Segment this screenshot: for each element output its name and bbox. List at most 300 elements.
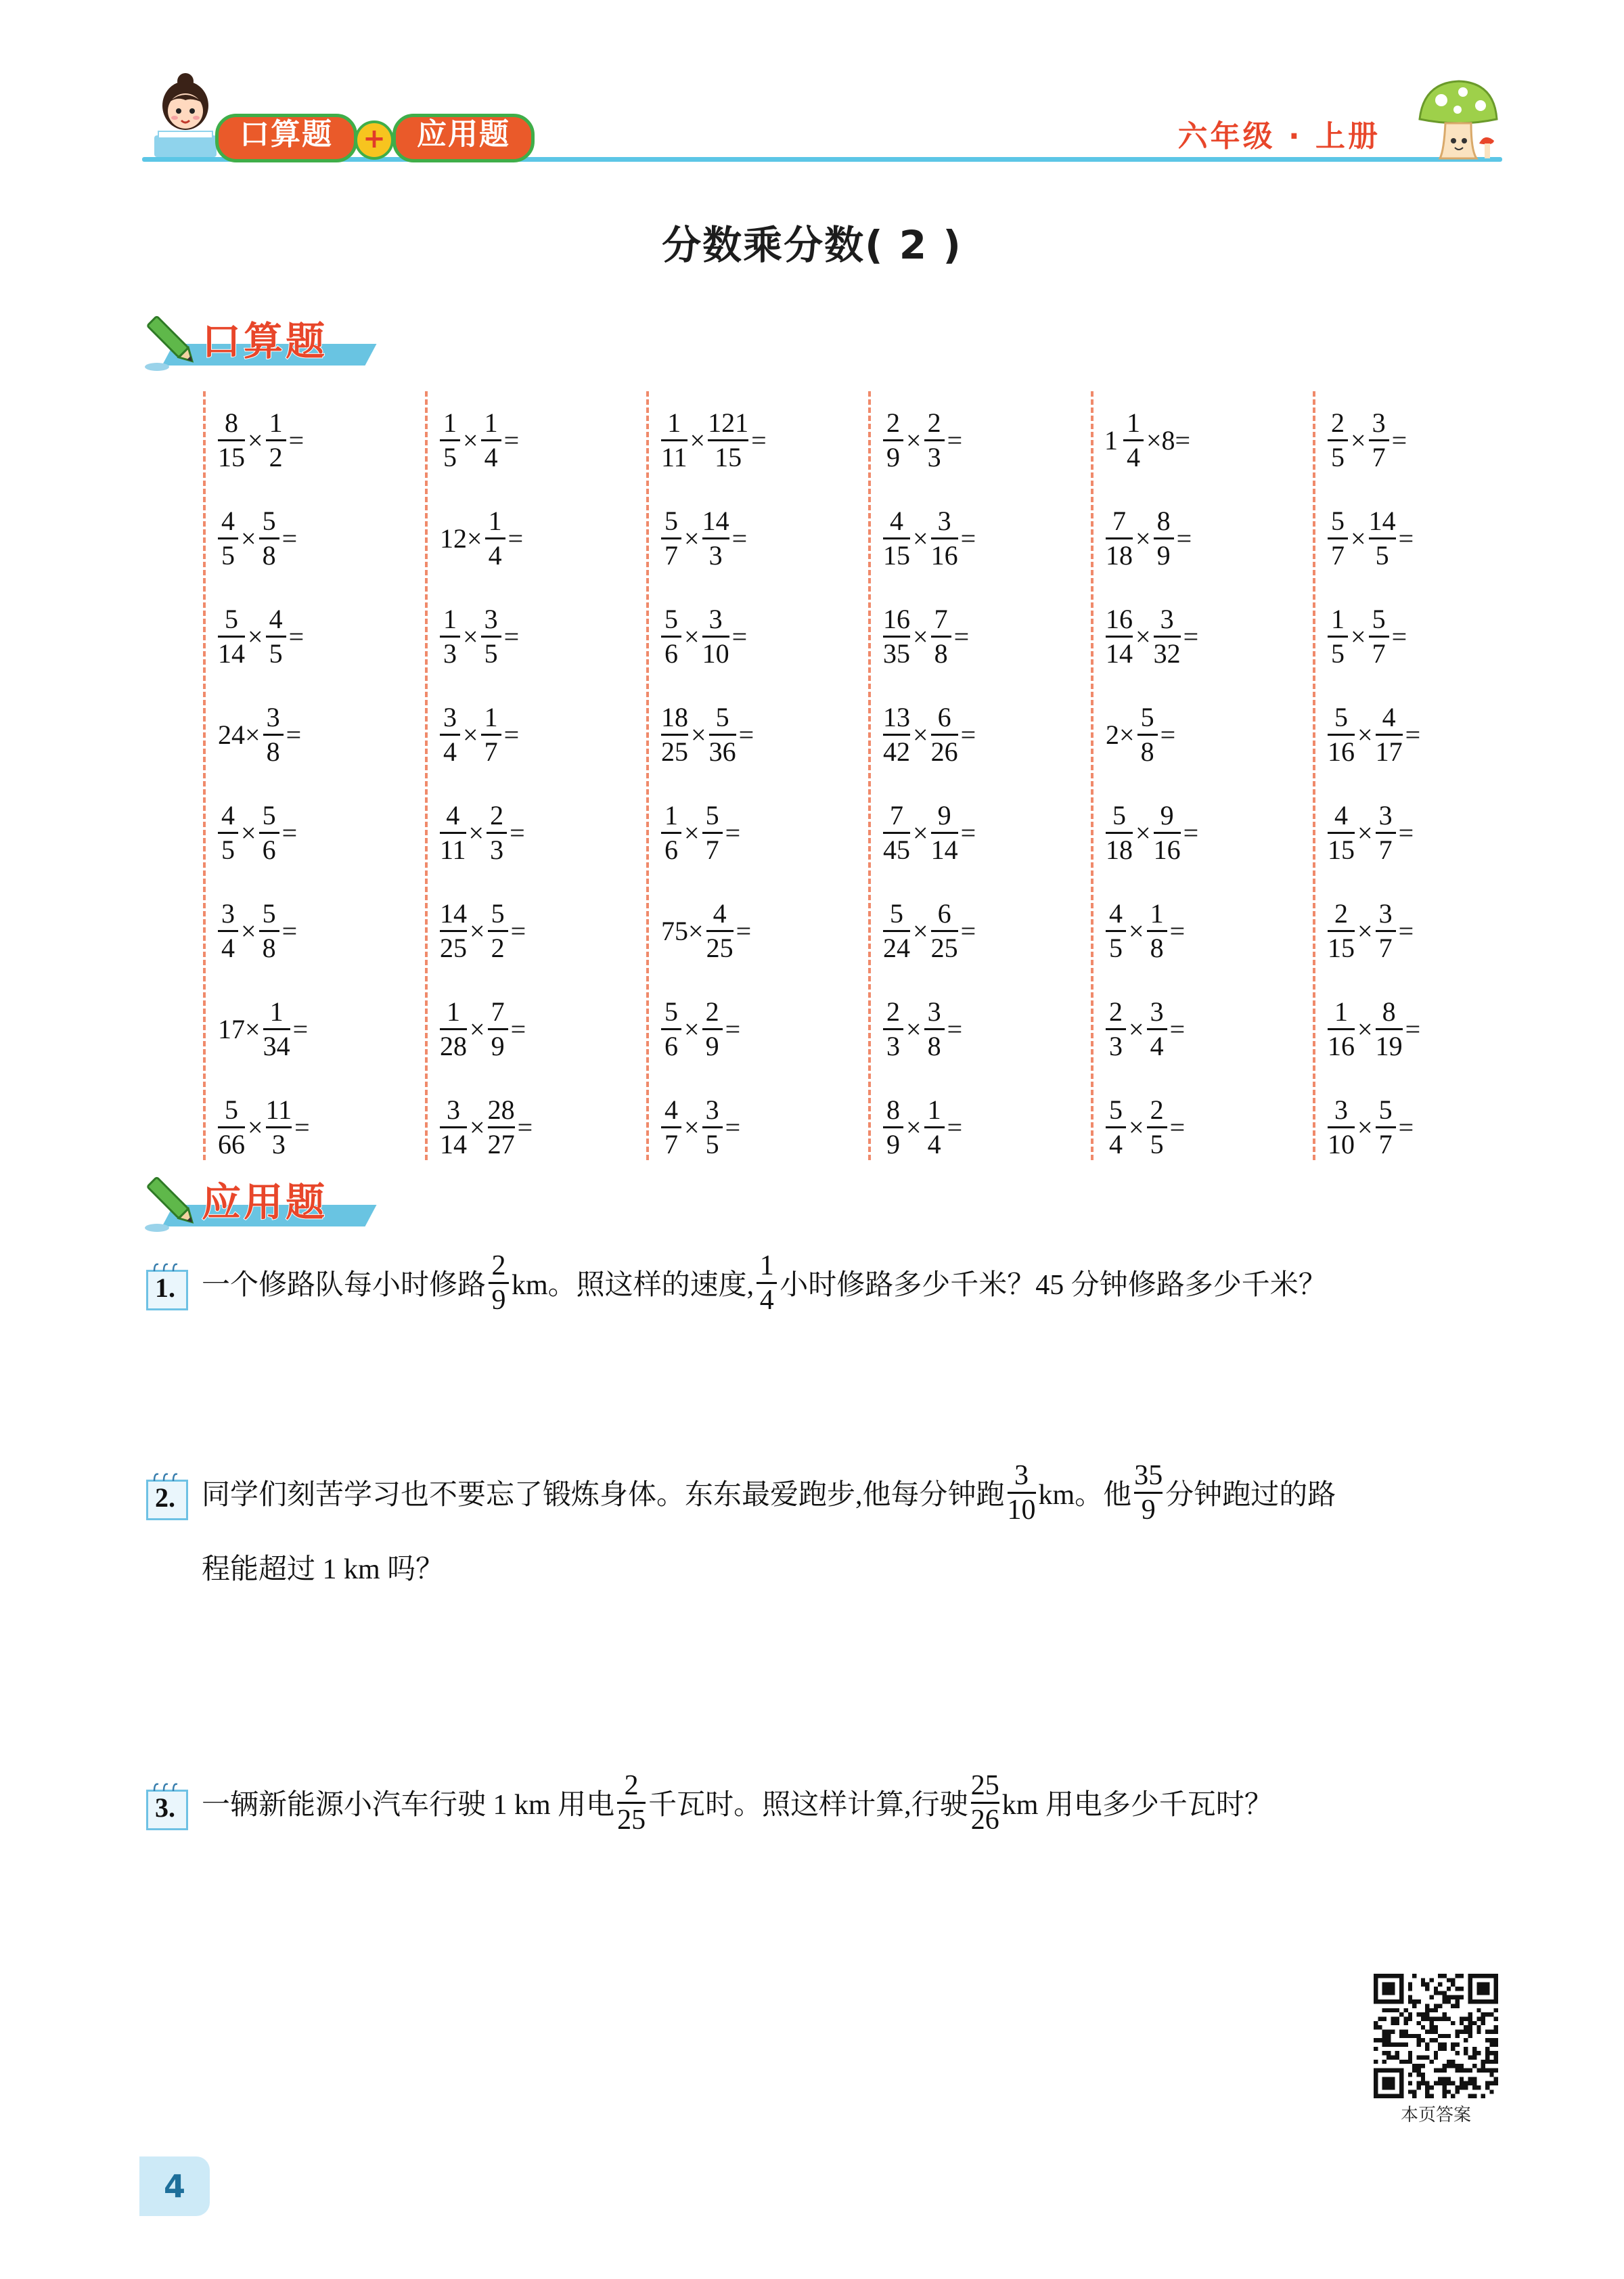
denominator: 15 [1328,932,1355,963]
denominator: 8 [1150,932,1164,963]
fraction-bar [931,636,951,638]
text-segment: 一个修路队每小时修路 [202,1270,487,1301]
denominator: 28 [440,1030,467,1061]
fraction-bar [440,734,460,736]
numerator: 1 [664,799,678,831]
text-segment: = [503,424,520,456]
oral-problem [882,795,1078,870]
denominator: 4 [484,441,498,472]
text-segment: = [1169,1111,1186,1143]
fraction [438,997,468,1061]
oral-expression [660,893,752,969]
text-segment: = [517,1111,533,1143]
fraction [265,604,288,669]
text-segment: = [288,424,304,456]
oral-expression [660,696,755,772]
numerator: 4 [1382,701,1396,732]
fraction [217,408,246,472]
text-segment: = [1183,817,1199,848]
denominator: 9 [1141,1494,1156,1526]
fraction-bar [1328,1028,1355,1030]
fraction-bar [757,1282,777,1284]
numerator: 1 [484,701,498,732]
text-segment: = [1391,424,1407,456]
numerator: 2 [1331,407,1345,438]
fraction-bar [263,1028,290,1030]
numerator: 1 [1334,996,1348,1027]
denominator: 3 [708,539,723,571]
fraction [1326,997,1356,1061]
text-segment: × [906,424,922,456]
numerator: 3 [484,603,498,634]
column-divider [1313,391,1315,1160]
oral-expression [1326,696,1422,772]
denominator: 25 [440,932,467,963]
numerator: 28 [487,1094,515,1125]
numerator: 18 [661,701,688,732]
oral-problem [660,991,856,1067]
fraction [660,1095,683,1159]
text-segment: × [248,621,263,652]
fraction [1104,604,1134,669]
fraction-bar [481,636,501,638]
text-segment: × [463,621,478,652]
denominator: 7 [1378,834,1393,865]
fraction [930,899,960,963]
numerator: 121 [708,407,749,438]
fraction [217,899,240,963]
denominator: 3 [443,638,457,669]
text-segment: = [947,1111,963,1143]
oral-section-banner [142,310,386,375]
oral-expression [882,893,977,969]
fraction [1326,801,1356,865]
numerator: 5 [1112,799,1126,831]
denominator: 14 [1106,638,1133,669]
denominator: 3 [1109,1030,1123,1061]
fraction [487,1251,510,1315]
fraction-bar [1106,832,1133,834]
numerator: 8 [1156,505,1171,536]
oral-expression [882,696,977,772]
fraction-bar [706,930,734,932]
numerator: 3 [1014,1459,1029,1491]
fraction-bar [1154,537,1174,539]
oral-expression [217,402,305,478]
fraction-bar [1328,636,1348,638]
fraction [882,899,911,963]
text-segment: × [1357,1111,1373,1143]
problem-text-line [200,1765,1506,1840]
denominator: 7 [664,1128,678,1159]
grade-label: 六年级 · 上册 [1177,119,1380,154]
numerator: 1 [667,407,681,438]
denominator: 8 [1140,736,1154,767]
oral-problem [660,696,856,772]
fraction-bar [883,439,903,441]
numerator: 14 [1368,505,1396,536]
fraction-bar [924,1028,945,1030]
fraction-bar [218,537,238,539]
denominator: 4 [443,736,457,767]
applied-section-title: 应用题 [202,1179,328,1225]
oral-problem [217,1089,413,1165]
problem-text-line [200,1245,1506,1320]
problem-number: 2. [155,1482,175,1513]
fraction-bar [883,832,910,834]
numerator: 4 [1109,898,1123,929]
fraction [923,997,946,1061]
column-divider [425,391,428,1160]
fraction-bar [1137,734,1158,736]
fraction [484,506,507,571]
fraction-bar [488,930,508,932]
text-segment: = [1398,1111,1414,1143]
text-segment: = [738,719,754,750]
fraction-bar [259,930,279,932]
fraction-bar [1328,832,1355,834]
text-segment: km。他 [1038,1480,1132,1511]
fraction-bar [883,930,910,932]
oral-problem [882,991,1078,1067]
fraction-bar [218,930,238,932]
fraction [660,703,690,767]
denominator: 9 [1156,539,1171,571]
numerator: 5 [1378,1094,1393,1125]
fraction [1104,506,1134,571]
fraction-bar [931,832,958,834]
text-segment: = [953,621,970,652]
numerator: 14 [702,505,729,536]
oral-problem [1326,991,1522,1067]
numerator: 8 [886,1094,900,1125]
text-segment: × [913,915,928,946]
numerator: 1 [759,1249,774,1281]
oral-expression [1104,893,1186,969]
text-segment: × [241,915,256,946]
denominator: 10 [702,638,729,669]
fraction [701,1095,724,1159]
denominator: 5 [1109,932,1123,963]
fraction-bar [661,439,687,441]
text-segment: 75× [661,915,704,946]
numerator: 2 [927,407,941,438]
oral-problem [438,696,635,772]
text-segment: × [241,523,256,554]
fraction-bar [1369,636,1389,638]
oral-expression [882,402,964,478]
oral-problem [438,991,635,1067]
denominator: 9 [491,1030,505,1061]
fraction-bar [1376,1028,1403,1030]
fraction-bar [702,636,729,638]
denominator: 27 [487,1128,515,1159]
oral-expression [1326,1089,1415,1165]
fraction [1374,899,1397,963]
oral-problem [438,500,635,576]
fraction [1368,604,1391,669]
fraction-bar [661,1028,681,1030]
numerator: 1 [269,407,283,438]
numerator: 5 [705,799,719,831]
numerator: 4 [890,505,903,536]
numerator: 8 [1382,996,1396,1027]
text-segment: × [684,817,700,848]
fraction [930,801,960,865]
denominator: 34 [263,1030,290,1061]
denominator: 7 [664,539,678,571]
text-segment: = [281,915,298,946]
text-segment: 一辆新能源小汽车行驶 1 km 用电 [202,1790,615,1821]
denominator: 4 [488,539,502,571]
fraction [882,997,905,1061]
fraction-bar [488,1126,515,1128]
oral-problem [217,991,413,1067]
text-segment: = [751,424,767,456]
column-divider [868,391,871,1160]
text-segment: × [913,817,928,848]
oral-problem [217,893,413,969]
oral-problem [1326,893,1522,969]
numerator: 3 [443,701,457,732]
oral-problem [882,402,1078,478]
numerator: 5 [262,898,276,929]
fraction [1104,801,1134,865]
oral-expression [1104,991,1186,1067]
denominator: 8 [266,736,280,767]
numerator: 5 [225,603,238,634]
fraction [1146,997,1169,1061]
text-segment: × [241,817,256,848]
oral-expression [438,402,520,478]
text-segment: = [1405,719,1421,750]
oral-expression [438,500,524,576]
oral-problem [882,893,1078,969]
oral-problem [1104,795,1301,870]
denominator: 36 [708,736,736,767]
fraction [487,997,510,1061]
denominator: 5 [705,1128,719,1159]
fraction-bar [1328,537,1348,539]
oral-expression [882,1089,964,1165]
numerator: 3 [1378,799,1393,831]
denominator: 16 [1328,736,1355,767]
fraction [1006,1461,1037,1525]
numerator: 2 [886,996,900,1027]
fraction-bar [440,1126,467,1128]
oral-expression [882,991,964,1067]
denominator: 4 [927,1128,941,1159]
denominator: 25 [706,932,734,963]
denominator: 45 [883,834,910,865]
fraction [1136,703,1159,767]
fraction [1368,408,1391,472]
text-segment: × [1357,915,1373,946]
numerator: 2 [1109,996,1123,1027]
oral-problem [660,795,856,870]
denominator: 2 [269,441,283,472]
fraction [1326,899,1356,963]
fraction [660,604,683,669]
numerator: 4 [269,603,283,634]
oral-expression [1104,500,1193,576]
numerator: 5 [1334,701,1348,732]
fraction [487,899,510,963]
oral-expression [1104,402,1192,478]
oral-section-title: 口算题 [202,318,328,364]
numerator: 7 [934,603,948,634]
fraction [262,997,292,1061]
fraction-bar [661,636,681,638]
denominator: 25 [930,932,958,963]
fraction [1104,1095,1127,1159]
qr-caption: 本页答案 [1400,2105,1471,2125]
fraction [660,408,689,472]
oral-expression [217,696,302,772]
fraction [438,1095,468,1159]
problem-number-badge [142,1472,187,1519]
denominator: 9 [705,1030,719,1061]
fraction-bar [1369,537,1396,539]
denominator: 5 [221,834,235,865]
fraction [438,703,461,767]
text-segment: 24× [218,719,261,750]
numerator: 3 [1160,603,1174,634]
fraction [970,1771,1001,1835]
fraction [923,1095,946,1159]
numerator: 3 [708,603,723,634]
numerator: 6 [937,701,951,732]
problem-number: 1. [155,1273,175,1303]
numerator: 5 [1372,603,1386,634]
denominator: 11 [440,834,466,865]
numerator: 5 [664,603,678,634]
denominator: 9 [886,1128,900,1159]
girl-mascot-icon [145,73,226,160]
denominator: 5 [1331,441,1345,472]
fraction [217,506,240,571]
fraction-bar [1123,439,1144,441]
numerator: 5 [715,701,729,732]
denominator: 17 [1375,736,1403,767]
text-segment: × [906,1013,922,1044]
fraction-bar [702,1028,723,1030]
numerator: 2 [1334,898,1348,929]
fraction [701,506,731,571]
oral-problem [1326,402,1522,478]
fraction-bar [263,734,284,736]
text-segment: = [503,621,520,652]
denominator: 7 [1372,441,1386,472]
fraction-bar [1376,930,1396,932]
text-segment: = [1176,523,1192,554]
fraction [217,604,246,669]
fraction-bar [924,439,945,441]
problem-text-line [200,1455,1506,1530]
fraction [701,801,724,865]
fraction-bar [1008,1492,1036,1494]
fraction [1326,1095,1356,1159]
text-segment: km。照这样的速度, [512,1270,754,1301]
denominator: 18 [1106,834,1133,865]
oral-problem [882,598,1078,674]
fraction [701,604,731,669]
numerator: 3 [705,1094,719,1125]
text-segment: × [684,1013,700,1044]
fraction-bar [266,439,286,441]
numerator: 4 [664,1094,678,1125]
numerator: 1 [1150,898,1164,929]
fraction [487,1095,516,1159]
problem-number-badge [142,1262,187,1309]
oral-problem [660,598,856,674]
denominator: 2 [491,932,505,963]
denominator: 10 [1007,1494,1036,1526]
text-segment: = [960,523,976,554]
text-segment: = [508,523,524,554]
plus-badge: + [355,120,394,160]
fraction [660,506,683,571]
numerator: 2 [1150,1094,1164,1125]
oral-problem [438,893,635,969]
numerator: 1 [484,407,498,438]
oral-expression [882,500,977,576]
oral-expression [217,598,305,674]
oral-problem [1104,402,1301,478]
fraction [1326,703,1356,767]
oral-problem [1104,696,1301,772]
fraction [616,1771,647,1835]
numerator: 5 [262,799,276,831]
text-segment: × [470,915,485,946]
denominator: 42 [883,736,910,767]
numerator: 3 [927,996,941,1027]
fraction-bar [440,832,466,834]
fraction [1146,899,1169,963]
text-segment: × [1351,523,1366,554]
denominator: 14 [440,1128,467,1159]
oral-problem [438,795,635,870]
fraction-bar [971,1802,999,1804]
oral-problem [660,1089,856,1165]
fraction [1152,604,1182,669]
fraction-bar [259,832,279,834]
numerator: 4 [221,505,235,536]
denominator: 5 [269,638,283,669]
text-segment: × [684,1111,700,1143]
denominator: 6 [664,638,678,669]
denominator: 4 [1127,441,1140,472]
fraction-bar [440,1028,467,1030]
fraction [217,801,240,865]
text-segment: × [248,424,263,456]
text-segment: = [288,621,304,652]
denominator: 10 [1328,1128,1355,1159]
fraction-bar [1106,636,1133,638]
fraction [265,408,288,472]
text-segment: 同学们刻苦学习也不要忘了锻炼身体。东东最爱跑步,他每分钟跑 [202,1480,1005,1511]
text-segment: × [913,523,928,554]
fraction [701,997,724,1061]
fraction [258,801,281,865]
oral-expression [438,598,520,674]
denominator: 24 [883,932,910,963]
numerator: 2 [886,407,900,438]
fraction [882,408,905,472]
text-segment: = [960,915,976,946]
text-segment: = [731,621,748,652]
oral-expression [1104,1089,1186,1165]
